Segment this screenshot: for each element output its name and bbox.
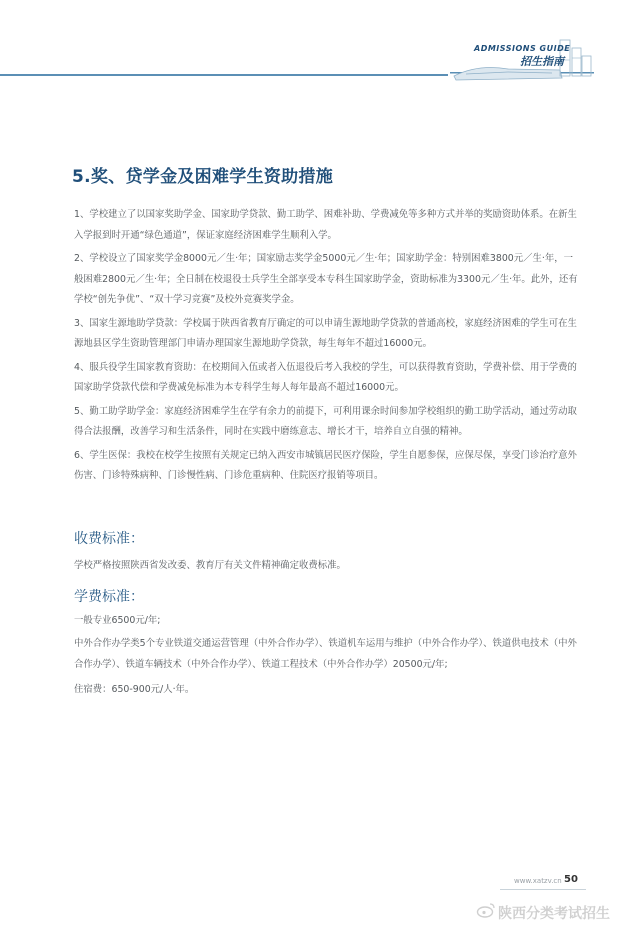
section-title: 5.奖、贷学金及困难学生资助措施 xyxy=(72,167,334,187)
tuition-general: 一般专业6500元/年; xyxy=(74,615,161,626)
footer-rule xyxy=(500,889,586,890)
paragraph-6: 6、学生医保：我校在校学生按照有关规定已纳入西安市城镇居民医疗保险，学生自愿参保，应保尽保，享受门诊治疗意外伤害、门诊特殊病种、门诊慢性病、门诊危重病种、住院医疗报销等项目。 xyxy=(74,449,577,481)
paragraph-2: 2、学校设立了国家奖学金8000元／生·年；国家励志奖学金5000元／生·年；国家助学金：特别困难3800元／生·年，一般困难2800元／生·年；全日制在校退役士兵学生全部享受本专科生国家助学金，资助标准为3300元／生·年。此外，还有学校“创先争优”、“双十学习竞赛”及校外竞赛奖学金。 xyxy=(74,253,578,305)
dormitory-fee: 住宿费：650-900元/人·年。 xyxy=(74,684,195,695)
fees-text: 学校严格按照陕西省发改委、教育厅有关文件精神确定收费标准。 xyxy=(74,560,346,571)
paragraph-5: 5、勤工助学助学金：家庭经济困难学生在学有余力的前提下，可利用课余时间参加学校组织的勤工助学活动，通过劳动取得合法报酬，改善学习和生活条件，同时在实践中磨练意志、增长才干，培养自立自强的精神。 xyxy=(74,405,577,437)
paragraph-3: 3、国家生源地助学贷款：学校属于陕西省教育厅确定的可以申请生源地助学贷款的普通高校，家庭经济困难的学生可在生源地县区学生资助管理部门申请办理国家生源地助学贷款，每生每年不超过16000元。 xyxy=(74,317,577,349)
fees-heading: 收费标准： xyxy=(74,531,144,547)
header-rule xyxy=(0,74,448,76)
weibo-icon xyxy=(476,902,496,918)
paragraph-4: 4、服兵役学生国家教育资助：在校期间入伍或者入伍退役后考入我校的学生，可以获得教育资助，学费补偿、用于学费的国家助学贷款代偿和学费减免标准为本专科学生每人每年最高不超过16000元。 xyxy=(74,361,577,393)
watermark: 陕西分类考试招生 xyxy=(498,906,610,922)
aid-measures-body xyxy=(74,205,580,487)
brand-chinese: 招生指南 xyxy=(520,55,564,68)
tuition-heading: 学费标准： xyxy=(74,589,144,605)
page-number: 50 xyxy=(564,874,578,885)
footer-url: www.xatzv.cn xyxy=(514,877,562,885)
tuition-cooperative: 中外合作办学类5个专业铁道交通运营管理（中外合作办学）、铁道机车运用与维护（中外合作办学）、铁道供电技术（中外合作办学）、铁道车辆技术（中外合作办学）、铁道工程技术（中外合作办学）20500元/年; xyxy=(74,638,577,670)
paragraph-1: 1、学校建立了以国家奖助学金、国家助学贷款、勤工助学、困难补助、学费减免等多种方式并举的奖励资助体系。在新生入学报到时开通“绿色通道”，保证家庭经济困难学生顺利入学。 xyxy=(74,209,577,241)
brand-english: ADMISSIONS GUIDE xyxy=(474,44,571,53)
